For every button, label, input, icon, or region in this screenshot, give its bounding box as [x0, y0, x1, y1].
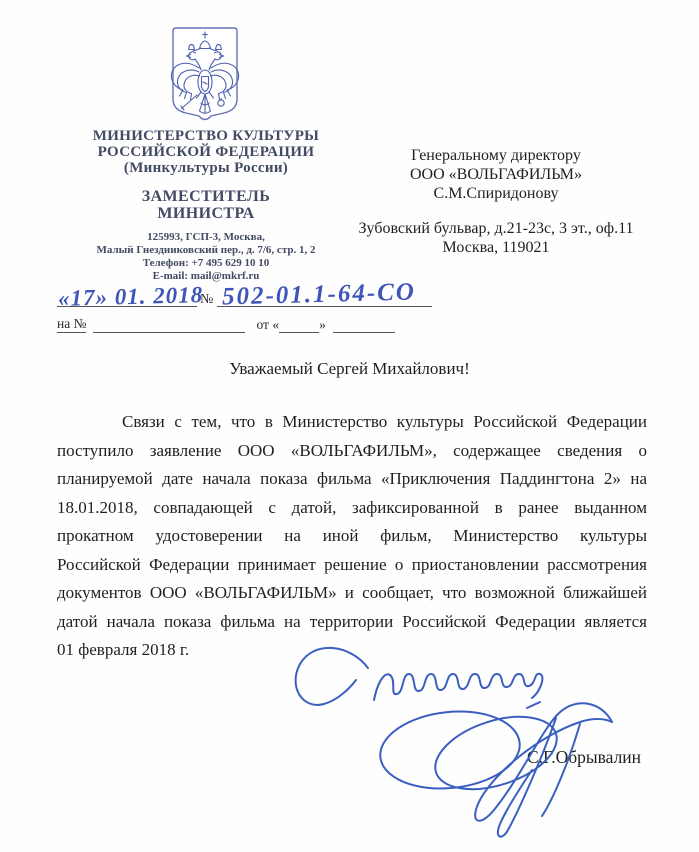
handwritten-closing-icon [280, 638, 680, 850]
reply-close-quote: » [319, 317, 326, 332]
handwritten-date: «17» 01. 2018 [57, 282, 204, 311]
body-line: планируемой дате начала показа фильма «Приключения Паддингтона 2» на [57, 469, 647, 488]
reply-number-blank [93, 316, 245, 333]
sender-position-line1: ЗАМЕСТИТЕЛЬ [141, 188, 271, 205]
letterhead-email-line: E-mail: mail@mkrf.ru [152, 270, 260, 282]
recipient-person: С.М.Спиридонову [433, 185, 559, 202]
letterhead-street-line: Малый Гнездниковский пер., д. 7/6, стр. 1, 2 [96, 244, 316, 256]
reply-reference-line [57, 316, 395, 333]
body-line: датой начала показа фильма на территории Российской Федерации является [57, 611, 647, 631]
body-line: Российской Федерации принимает решение о приостановлении рассмотрения [57, 554, 647, 574]
body-line: документов ООО «ВОЛЬГАФИЛЬМ» и сообщает, что возможной ближайшей [57, 583, 647, 602]
recipient-address-city: Москва, 119021 [442, 239, 550, 256]
recipient-title: Генеральному директору [411, 147, 581, 164]
sender-position-line2: МИНИСТРА [157, 205, 255, 222]
recipient-address-street: Зубовский бульвар, д.21-23с, 3 эт., оф.11 [358, 220, 634, 237]
reply-year-blank [333, 316, 395, 333]
ministry-name-line2: РОССИЙСКОЙ ФЕДЕРАЦИИ [97, 144, 315, 160]
body-line: 01 февраля 2018 г. [57, 640, 190, 659]
handwritten-number: 502-01.1-64-СО [221, 278, 417, 311]
letterhead-phone-line: Телефон: +7 495 629 10 10 [142, 257, 270, 269]
reply-label: на № [57, 316, 87, 331]
salutation: Уважаемый Сергей Михайлович! [229, 359, 470, 378]
body-line: поступило заявление ООО «ВОЛЬГАФИЛЬМ», содержащее сведения о [57, 440, 647, 460]
letterhead [58, 128, 354, 283]
body-line: прокатном удостоверении на иной фильм, Министерство культуры [57, 526, 647, 545]
reply-date-blank [279, 316, 319, 333]
body-paragraph [57, 408, 647, 665]
number-sign: № [200, 292, 214, 307]
body-line: 18.01.2018, совпадающей с датой, зафиксированной в ранее выданном [57, 497, 647, 517]
recipient-block [345, 146, 647, 257]
body-line: Связи с тем, что в Министерство культуры Российской Федерации [122, 412, 647, 431]
ministry-short-name: (Минкультуры России) [123, 160, 289, 176]
ministry-name-line1: МИНИСТЕРСТВО КУЛЬТУРЫ [92, 128, 320, 144]
signature-name: С.Г.Обрывалин [527, 747, 642, 767]
signature-flourish [280, 638, 680, 850]
recipient-company: ООО «ВОЛЬГАФИЛЬМ» [409, 166, 582, 183]
reply-from-label: от « [256, 317, 280, 332]
russia-coat-of-arms-icon [166, 24, 244, 122]
letterhead-postal-line: 125993, ГСП-3, Москва, [147, 231, 265, 243]
